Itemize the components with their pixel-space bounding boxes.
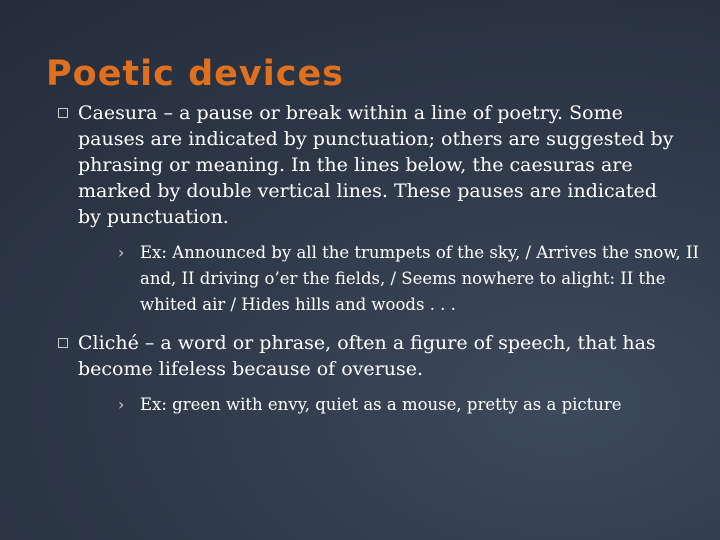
square-bullet-icon (58, 338, 68, 348)
sub-bullet-text: Ex: Announced by all the trumpets of the sky, / Arrives the snow, II and, II driving o’er the fields, / Seems nowhere to alight: II the whited air / Hides hills and woods . . . (140, 243, 700, 314)
chevron-right-icon: › (118, 395, 125, 414)
slide-title: Poetic devices (46, 54, 345, 94)
bullet-text: Caesura – a pause or break within a line of poetry. Some pauses are indicated by punctuation; others are suggested by phrasing or meaning. In the lines below, the caesuras are marked by double vertical lines. These pauses are indicated by punctuation. (78, 102, 674, 228)
sub-bullet-item (118, 392, 700, 418)
slide-content (58, 100, 700, 418)
sub-bullet-text: Ex: green with envy, quiet as a mouse, pretty as a picture (140, 395, 622, 414)
bullet-text: Cliché – a word or phrase, often a figure of speech, that has become lifeless because of overuse. (78, 332, 656, 380)
bullet-item-cliche (58, 330, 678, 382)
bullet-item-caesura (58, 100, 678, 230)
square-bullet-icon (58, 108, 68, 118)
sub-bullet-item (118, 240, 700, 318)
chevron-right-icon: › (118, 243, 125, 262)
